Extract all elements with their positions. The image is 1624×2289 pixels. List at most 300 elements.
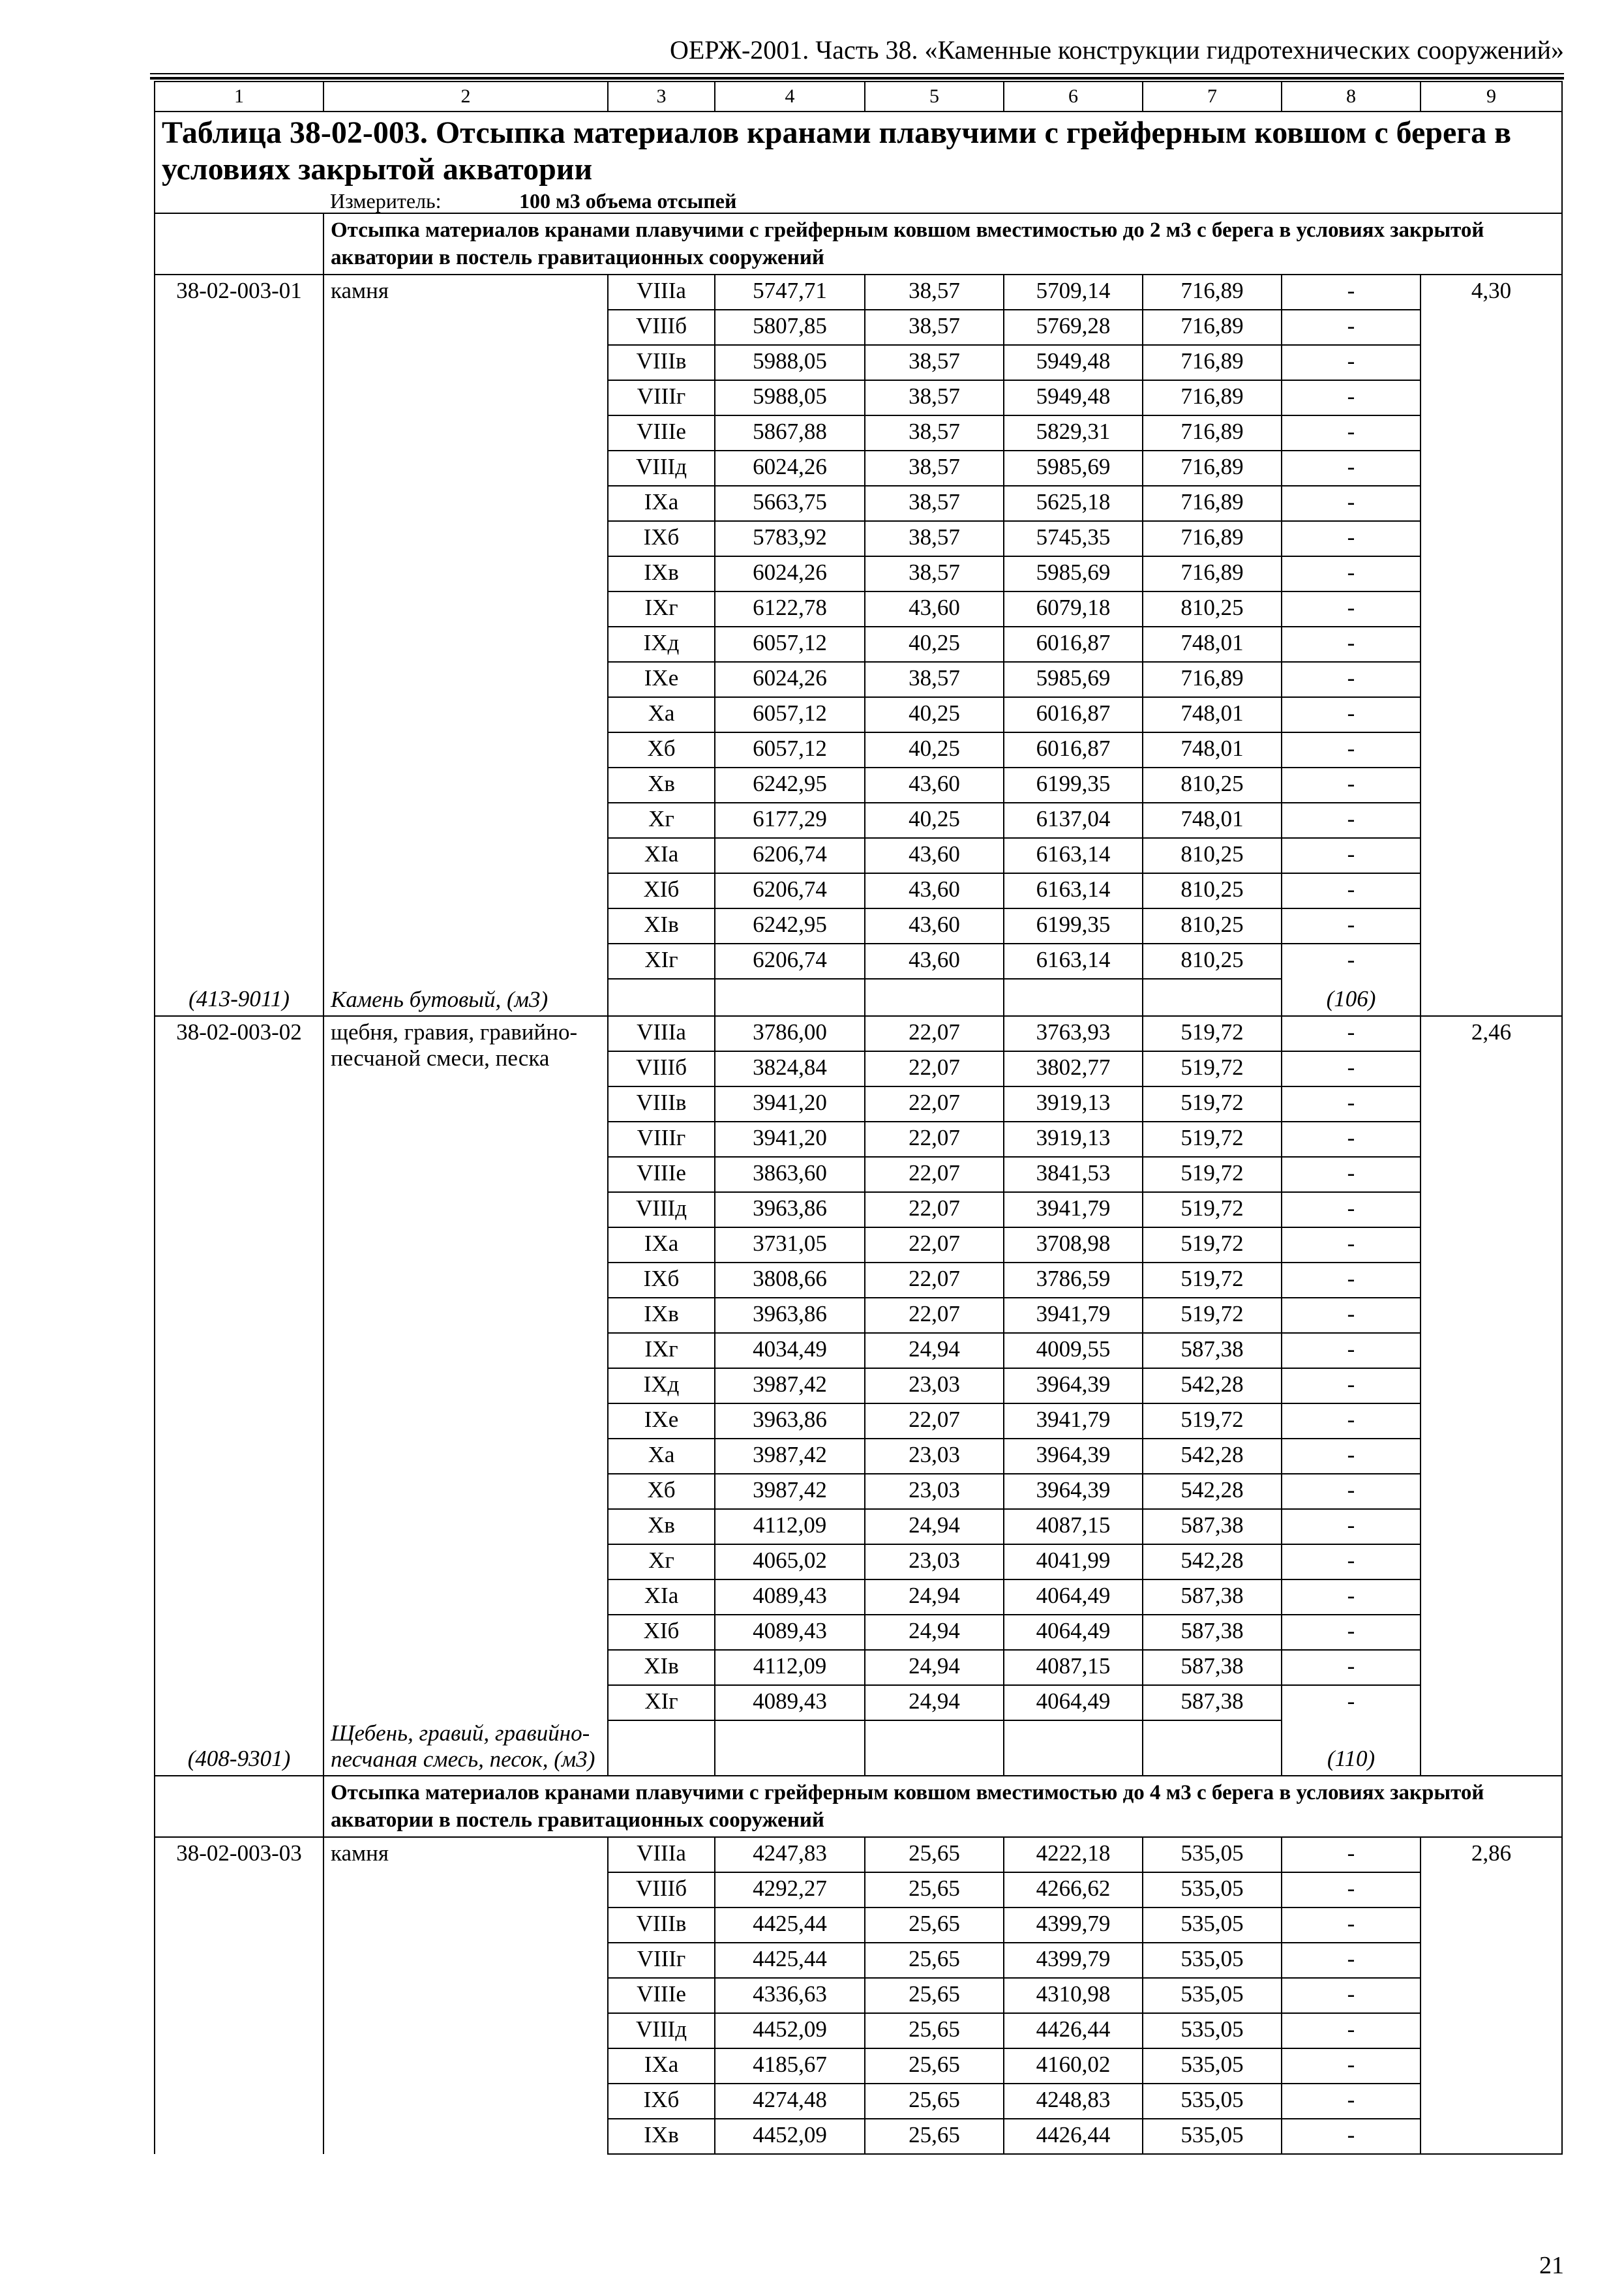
machine-cost: 4009,55 xyxy=(1004,1333,1143,1368)
operator-wages: 519,72 xyxy=(1143,1157,1282,1192)
direct-cost: 4089,43 xyxy=(715,1685,865,1720)
rock-group: IXа xyxy=(608,1227,715,1263)
labor-wages: 24,94 xyxy=(865,1509,1004,1544)
section-header: Отсыпка материалов кранами плавучими с грейферным ковшом вместимостью до 4 м3 с берега в условиях закрытой акватории в постель гравитационных сооружений xyxy=(323,1776,1562,1837)
resource-quantity: (106) xyxy=(1282,979,1421,1016)
section-header-row xyxy=(155,213,1562,275)
operator-wages: 542,28 xyxy=(1143,1368,1282,1403)
operator-wages: 535,05 xyxy=(1143,1978,1282,2013)
machine-cost: 5745,35 xyxy=(1004,521,1143,556)
machine-cost: 6163,14 xyxy=(1004,838,1143,873)
direct-cost: 5747,71 xyxy=(715,275,865,310)
operator-wages: 535,05 xyxy=(1143,1943,1282,1978)
direct-cost: 3808,66 xyxy=(715,1263,865,1298)
machine-cost: 4087,15 xyxy=(1004,1509,1143,1544)
materials-cost: - xyxy=(1282,591,1421,627)
materials-cost: - xyxy=(1282,1086,1421,1122)
machine-cost: 5985,69 xyxy=(1004,451,1143,486)
operator-wages: 535,05 xyxy=(1143,2119,1282,2154)
materials-cost: - xyxy=(1282,1403,1421,1439)
operator-wages: 535,05 xyxy=(1143,1872,1282,1908)
machine-cost: 6079,18 xyxy=(1004,591,1143,627)
operator-wages: 748,01 xyxy=(1143,732,1282,768)
running-header: ОЕРЖ-2001. Часть 38. «Каменные конструкции гидротехнических сооружений» xyxy=(669,35,1564,65)
column-number: 9 xyxy=(1421,82,1562,112)
norm-code: 38-02-003-01 xyxy=(155,275,323,979)
rock-group: VIIIб xyxy=(608,1051,715,1086)
labor-wages: 22,07 xyxy=(865,1403,1004,1439)
materials-cost: - xyxy=(1282,1122,1421,1157)
column-number: 2 xyxy=(323,82,608,112)
machine-cost: 3919,13 xyxy=(1004,1122,1143,1157)
machine-cost: 3802,77 xyxy=(1004,1051,1143,1086)
rock-group: IXв xyxy=(608,2119,715,2154)
labor-wages: 24,94 xyxy=(865,1615,1004,1650)
labor-wages: 24,94 xyxy=(865,1579,1004,1615)
labor-wages: 25,65 xyxy=(865,2048,1004,2084)
labor-wages: 25,65 xyxy=(865,2084,1004,2119)
machine-cost: 4041,99 xyxy=(1004,1544,1143,1579)
operator-wages: 519,72 xyxy=(1143,1403,1282,1439)
materials-cost: - xyxy=(1282,1263,1421,1298)
materials-cost: - xyxy=(1282,380,1421,415)
operator-wages: 535,05 xyxy=(1143,2048,1282,2084)
direct-cost: 6206,74 xyxy=(715,838,865,873)
labor-wages: 22,07 xyxy=(865,1227,1004,1263)
machine-cost: 4399,79 xyxy=(1004,1908,1143,1943)
materials-cost: - xyxy=(1282,521,1421,556)
operator-wages: 519,72 xyxy=(1143,1192,1282,1227)
labor-wages: 38,57 xyxy=(865,310,1004,345)
materials-cost: - xyxy=(1282,2013,1421,2048)
labor-wages: 25,65 xyxy=(865,2013,1004,2048)
section-header-spacer xyxy=(155,1776,323,1837)
direct-cost: 4425,44 xyxy=(715,1908,865,1943)
direct-cost: 5663,75 xyxy=(715,486,865,521)
materials-cost: - xyxy=(1282,310,1421,345)
labor-wages: 38,57 xyxy=(865,380,1004,415)
labor-wages: 25,65 xyxy=(865,1908,1004,1943)
rock-group: XIа xyxy=(608,1579,715,1615)
machine-cost: 3964,39 xyxy=(1004,1439,1143,1474)
direct-cost: 6206,74 xyxy=(715,873,865,908)
labor-wages: 22,07 xyxy=(865,1192,1004,1227)
column-number: 5 xyxy=(865,82,1004,112)
direct-cost: 6024,26 xyxy=(715,451,865,486)
operator-wages: 542,28 xyxy=(1143,1544,1282,1579)
empty-cell xyxy=(1143,1720,1282,1776)
machine-cost: 3708,98 xyxy=(1004,1227,1143,1263)
direct-cost: 3963,86 xyxy=(715,1192,865,1227)
materials-cost: - xyxy=(1282,1615,1421,1650)
machine-cost: 6199,35 xyxy=(1004,908,1143,944)
machine-cost: 3786,59 xyxy=(1004,1263,1143,1298)
rock-group: Xг xyxy=(608,1544,715,1579)
machine-cost: 3964,39 xyxy=(1004,1474,1143,1509)
materials-cost: - xyxy=(1282,873,1421,908)
direct-cost: 3941,20 xyxy=(715,1086,865,1122)
machine-cost: 3841,53 xyxy=(1004,1157,1143,1192)
empty-cell xyxy=(865,1720,1004,1776)
rock-group: IXа xyxy=(608,486,715,521)
operator-wages: 716,89 xyxy=(1143,662,1282,697)
materials-cost: - xyxy=(1282,345,1421,380)
direct-cost: 5988,05 xyxy=(715,380,865,415)
machine-cost: 5709,14 xyxy=(1004,275,1143,310)
operator-wages: 810,25 xyxy=(1143,908,1282,944)
direct-cost: 6057,12 xyxy=(715,627,865,662)
operator-wages: 535,05 xyxy=(1143,1908,1282,1943)
materials-cost: - xyxy=(1282,2048,1421,2084)
direct-cost: 4089,43 xyxy=(715,1615,865,1650)
rock-group: Xа xyxy=(608,1439,715,1474)
materials-cost: - xyxy=(1282,1943,1421,1978)
machine-cost: 5625,18 xyxy=(1004,486,1143,521)
labor-wages: 43,60 xyxy=(865,838,1004,873)
rock-group: VIIIв xyxy=(608,345,715,380)
labor-wages: 22,07 xyxy=(865,1122,1004,1157)
direct-cost: 6177,29 xyxy=(715,803,865,838)
direct-cost: 3824,84 xyxy=(715,1051,865,1086)
machine-cost: 4426,44 xyxy=(1004,2119,1143,2154)
labor-hours: 2,46 xyxy=(1421,1016,1562,1776)
machine-cost: 4222,18 xyxy=(1004,1837,1143,1872)
materials-cost: - xyxy=(1282,944,1421,979)
labor-wages: 23,03 xyxy=(865,1368,1004,1403)
rock-group: IXв xyxy=(608,556,715,591)
work-name: щебня, гравия, гравийно-песчаной смеси, песка xyxy=(323,1016,608,1720)
direct-cost: 6024,26 xyxy=(715,662,865,697)
rock-group: XIг xyxy=(608,1685,715,1720)
operator-wages: 810,25 xyxy=(1143,944,1282,979)
rock-group: Xб xyxy=(608,732,715,768)
direct-cost: 4425,44 xyxy=(715,1943,865,1978)
labor-wages: 23,03 xyxy=(865,1474,1004,1509)
labor-wages: 38,57 xyxy=(865,486,1004,521)
rock-group: Xв xyxy=(608,1509,715,1544)
rock-group: IXа xyxy=(608,2048,715,2084)
materials-cost: - xyxy=(1282,1368,1421,1403)
operator-wages: 716,89 xyxy=(1143,486,1282,521)
operator-wages: 716,89 xyxy=(1143,275,1282,310)
labor-wages: 38,57 xyxy=(865,345,1004,380)
operator-wages: 716,89 xyxy=(1143,521,1282,556)
direct-cost: 3987,42 xyxy=(715,1474,865,1509)
materials-cost: - xyxy=(1282,1544,1421,1579)
machine-cost: 3763,93 xyxy=(1004,1016,1143,1051)
direct-cost: 4112,09 xyxy=(715,1509,865,1544)
materials-cost: - xyxy=(1282,556,1421,591)
machine-cost: 5769,28 xyxy=(1004,310,1143,345)
direct-cost: 4336,63 xyxy=(715,1978,865,2013)
machine-cost: 5949,48 xyxy=(1004,345,1143,380)
machine-cost: 3941,79 xyxy=(1004,1403,1143,1439)
labor-wages: 43,60 xyxy=(865,591,1004,627)
table-row xyxy=(155,1016,1562,1051)
operator-wages: 716,89 xyxy=(1143,451,1282,486)
operator-wages: 535,05 xyxy=(1143,2013,1282,2048)
rock-group: XIб xyxy=(608,873,715,908)
direct-cost: 5807,85 xyxy=(715,310,865,345)
rock-group: IXг xyxy=(608,591,715,627)
direct-cost: 6024,26 xyxy=(715,556,865,591)
materials-cost: - xyxy=(1282,1978,1421,2013)
labor-wages: 38,57 xyxy=(865,451,1004,486)
operator-wages: 587,38 xyxy=(1143,1650,1282,1685)
machine-cost: 6163,14 xyxy=(1004,944,1143,979)
materials-cost: - xyxy=(1282,1837,1421,1872)
labor-wages: 22,07 xyxy=(865,1016,1004,1051)
rock-group: XIв xyxy=(608,908,715,944)
header-rule xyxy=(150,73,1564,74)
materials-cost: - xyxy=(1282,2119,1421,2154)
resource-code: (413-9011) xyxy=(155,979,323,1016)
machine-cost: 5949,48 xyxy=(1004,380,1143,415)
direct-cost: 6242,95 xyxy=(715,768,865,803)
rock-group: VIIIе xyxy=(608,415,715,451)
direct-cost: 4247,83 xyxy=(715,1837,865,1872)
direct-cost: 3963,86 xyxy=(715,1298,865,1333)
direct-cost: 4274,48 xyxy=(715,2084,865,2119)
resource-name: Камень бутовый, (м3) xyxy=(323,979,608,1016)
operator-wages: 716,89 xyxy=(1143,415,1282,451)
operator-wages: 535,05 xyxy=(1143,1837,1282,1872)
rock-group: IXд xyxy=(608,1368,715,1403)
direct-cost: 5783,92 xyxy=(715,521,865,556)
resource-code: (408-9301) xyxy=(155,1720,323,1776)
section-header-spacer xyxy=(155,213,323,275)
direct-cost: 6057,12 xyxy=(715,732,865,768)
operator-wages: 716,89 xyxy=(1143,345,1282,380)
resource-quantity: (110) xyxy=(1282,1720,1421,1776)
resource-row xyxy=(155,979,1562,1016)
materials-cost: - xyxy=(1282,1872,1421,1908)
labor-wages: 40,25 xyxy=(865,732,1004,768)
labor-wages: 23,03 xyxy=(865,1439,1004,1474)
operator-wages: 748,01 xyxy=(1143,697,1282,732)
operator-wages: 519,72 xyxy=(1143,1051,1282,1086)
direct-cost: 4065,02 xyxy=(715,1544,865,1579)
direct-cost: 4292,27 xyxy=(715,1872,865,1908)
labor-wages: 38,57 xyxy=(865,662,1004,697)
direct-cost: 4452,09 xyxy=(715,2119,865,2154)
direct-cost: 6206,74 xyxy=(715,944,865,979)
rock-group: VIIIа xyxy=(608,1016,715,1051)
labor-wages: 40,25 xyxy=(865,627,1004,662)
machine-cost: 4064,49 xyxy=(1004,1685,1143,1720)
labor-wages: 22,07 xyxy=(865,1298,1004,1333)
rock-group: XIв xyxy=(608,1650,715,1685)
materials-cost: - xyxy=(1282,415,1421,451)
labor-wages: 23,03 xyxy=(865,1544,1004,1579)
operator-wages: 810,25 xyxy=(1143,873,1282,908)
operator-wages: 542,28 xyxy=(1143,1439,1282,1474)
table-row xyxy=(155,275,1562,310)
operator-wages: 587,38 xyxy=(1143,1333,1282,1368)
materials-cost: - xyxy=(1282,697,1421,732)
resource-row xyxy=(155,1720,1562,1776)
direct-cost: 4452,09 xyxy=(715,2013,865,2048)
labor-wages: 43,60 xyxy=(865,908,1004,944)
materials-cost: - xyxy=(1282,1051,1421,1086)
operator-wages: 810,25 xyxy=(1143,768,1282,803)
meter-spacer xyxy=(155,189,323,213)
materials-cost: - xyxy=(1282,2084,1421,2119)
labor-wages: 40,25 xyxy=(865,697,1004,732)
rock-group: VIIIв xyxy=(608,1086,715,1122)
materials-cost: - xyxy=(1282,1192,1421,1227)
operator-wages: 519,72 xyxy=(1143,1086,1282,1122)
direct-cost: 3941,20 xyxy=(715,1122,865,1157)
rock-group: IXв xyxy=(608,1298,715,1333)
direct-cost: 4089,43 xyxy=(715,1579,865,1615)
rock-group: IXб xyxy=(608,1263,715,1298)
materials-cost: - xyxy=(1282,1579,1421,1615)
machine-cost: 3919,13 xyxy=(1004,1086,1143,1122)
header-rule-thick xyxy=(150,77,1564,80)
direct-cost: 6242,95 xyxy=(715,908,865,944)
labor-wages: 40,25 xyxy=(865,803,1004,838)
direct-cost: 4112,09 xyxy=(715,1650,865,1685)
operator-wages: 716,89 xyxy=(1143,380,1282,415)
rock-group: XIг xyxy=(608,944,715,979)
rock-group: VIIIе xyxy=(608,1978,715,2013)
norm-code: 38-02-003-02 xyxy=(155,1016,323,1720)
labor-wages: 38,57 xyxy=(865,521,1004,556)
direct-cost: 4185,67 xyxy=(715,2048,865,2084)
machine-cost: 6199,35 xyxy=(1004,768,1143,803)
direct-cost: 6057,12 xyxy=(715,697,865,732)
rock-group: VIIIд xyxy=(608,2013,715,2048)
direct-cost: 3731,05 xyxy=(715,1227,865,1263)
machine-cost: 4399,79 xyxy=(1004,1943,1143,1978)
norm-code: 38-02-003-03 xyxy=(155,1837,323,2154)
meter-row xyxy=(155,189,1562,213)
labor-hours: 4,30 xyxy=(1421,275,1562,1016)
machine-cost: 4064,49 xyxy=(1004,1579,1143,1615)
rock-group: Xв xyxy=(608,768,715,803)
rock-group: Xа xyxy=(608,697,715,732)
rock-group: VIIIд xyxy=(608,1192,715,1227)
norms-table xyxy=(154,81,1563,2155)
rock-group: VIIIб xyxy=(608,310,715,345)
operator-wages: 535,05 xyxy=(1143,2084,1282,2119)
column-number: 1 xyxy=(155,82,323,112)
materials-cost: - xyxy=(1282,627,1421,662)
machine-cost: 3964,39 xyxy=(1004,1368,1143,1403)
rock-group: IXб xyxy=(608,2084,715,2119)
labor-wages: 43,60 xyxy=(865,873,1004,908)
machine-cost: 4064,49 xyxy=(1004,1615,1143,1650)
materials-cost: - xyxy=(1282,1509,1421,1544)
materials-cost: - xyxy=(1282,803,1421,838)
resource-name: Щебень, гравий, гравийно-песчаная смесь, песок, (м3) xyxy=(323,1720,608,1776)
rock-group: IXе xyxy=(608,1403,715,1439)
column-number: 3 xyxy=(608,82,715,112)
direct-cost: 4034,49 xyxy=(715,1333,865,1368)
labor-wages: 24,94 xyxy=(865,1685,1004,1720)
labor-wages: 24,94 xyxy=(865,1333,1004,1368)
machine-cost: 4248,83 xyxy=(1004,2084,1143,2119)
rock-group: VIIIд xyxy=(608,451,715,486)
operator-wages: 519,72 xyxy=(1143,1227,1282,1263)
rock-group: VIIIа xyxy=(608,275,715,310)
materials-cost: - xyxy=(1282,1474,1421,1509)
direct-cost: 6122,78 xyxy=(715,591,865,627)
labor-wages: 43,60 xyxy=(865,768,1004,803)
materials-cost: - xyxy=(1282,662,1421,697)
direct-cost: 3963,86 xyxy=(715,1403,865,1439)
rock-group: VIIIа xyxy=(608,1837,715,1872)
empty-cell xyxy=(715,979,865,1016)
labor-wages: 22,07 xyxy=(865,1263,1004,1298)
materials-cost: - xyxy=(1282,908,1421,944)
rock-group: VIIIг xyxy=(608,380,715,415)
operator-wages: 587,38 xyxy=(1143,1615,1282,1650)
rock-group: XIа xyxy=(608,838,715,873)
materials-cost: - xyxy=(1282,1016,1421,1051)
labor-wages: 38,57 xyxy=(865,415,1004,451)
operator-wages: 587,38 xyxy=(1143,1509,1282,1544)
rock-group: IXг xyxy=(608,1333,715,1368)
machine-cost: 4087,15 xyxy=(1004,1650,1143,1685)
rock-group: VIIIг xyxy=(608,1122,715,1157)
empty-cell xyxy=(1004,979,1143,1016)
labor-wages: 22,07 xyxy=(865,1086,1004,1122)
rock-group: VIIIе xyxy=(608,1157,715,1192)
operator-wages: 587,38 xyxy=(1143,1685,1282,1720)
direct-cost: 3987,42 xyxy=(715,1439,865,1474)
empty-cell xyxy=(715,1720,865,1776)
labor-wages: 24,94 xyxy=(865,1650,1004,1685)
materials-cost: - xyxy=(1282,1157,1421,1192)
materials-cost: - xyxy=(1282,1685,1421,1720)
table-title-row xyxy=(155,112,1562,189)
machine-cost: 6016,87 xyxy=(1004,697,1143,732)
rock-group: Xг xyxy=(608,803,715,838)
direct-cost: 3863,60 xyxy=(715,1157,865,1192)
labor-wages: 43,60 xyxy=(865,944,1004,979)
rock-group: IXе xyxy=(608,662,715,697)
labor-wages: 25,65 xyxy=(865,1978,1004,2013)
machine-cost: 4266,62 xyxy=(1004,1872,1143,1908)
operator-wages: 810,25 xyxy=(1143,838,1282,873)
labor-wages: 38,57 xyxy=(865,556,1004,591)
empty-cell xyxy=(608,1720,715,1776)
machine-cost: 4160,02 xyxy=(1004,2048,1143,2084)
materials-cost: - xyxy=(1282,1650,1421,1685)
table-row xyxy=(155,1837,1562,1872)
materials-cost: - xyxy=(1282,486,1421,521)
column-number: 7 xyxy=(1143,82,1282,112)
materials-cost: - xyxy=(1282,1298,1421,1333)
materials-cost: - xyxy=(1282,732,1421,768)
operator-wages: 748,01 xyxy=(1143,803,1282,838)
operator-wages: 716,89 xyxy=(1143,556,1282,591)
operator-wages: 519,72 xyxy=(1143,1122,1282,1157)
meter-label: Измеритель: xyxy=(330,189,442,213)
operator-wages: 519,72 xyxy=(1143,1016,1282,1051)
labor-wages: 22,07 xyxy=(865,1157,1004,1192)
materials-cost: - xyxy=(1282,838,1421,873)
machine-cost: 4310,98 xyxy=(1004,1978,1143,2013)
empty-cell xyxy=(1004,1720,1143,1776)
work-name: камня xyxy=(323,1837,608,2154)
rock-group: VIIIв xyxy=(608,1908,715,1943)
direct-cost: 5867,88 xyxy=(715,415,865,451)
column-number: 8 xyxy=(1282,82,1421,112)
operator-wages: 519,72 xyxy=(1143,1263,1282,1298)
